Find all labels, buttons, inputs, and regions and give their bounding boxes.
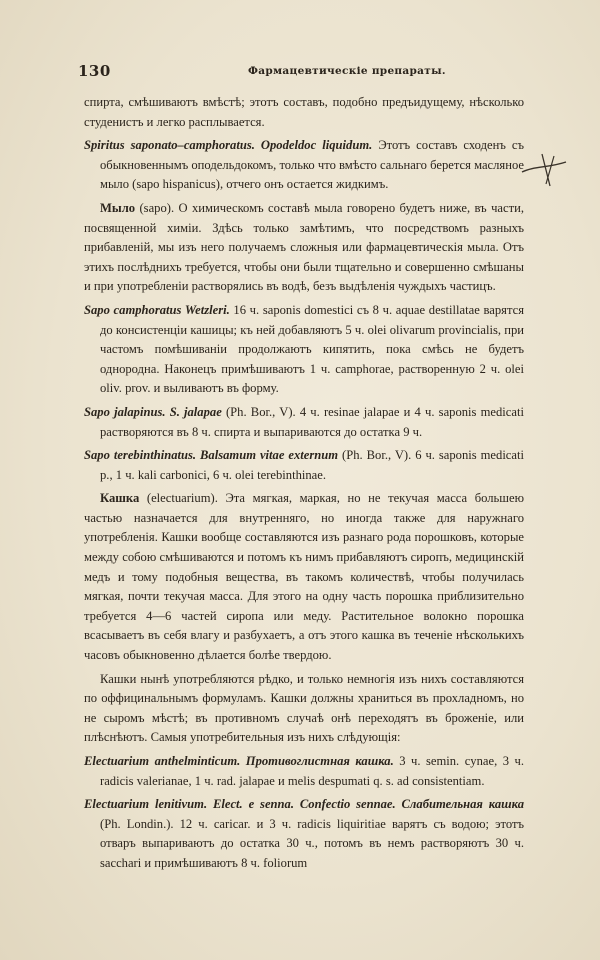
paragraph xyxy=(84,403,524,442)
paragraph xyxy=(84,752,524,791)
entry-heading: Spiritus saponato–camphoratus. Opodeldoc liquidum. xyxy=(84,138,373,153)
term-heading: Мыло xyxy=(100,200,136,215)
paragraph-text: (Ph. Bor., V). 6 ч. saponis medicati p., 1 ч. kali carbonici, 6 ч. olei terebinthinae. xyxy=(100,448,524,482)
entry-heading: Sapo jalapinus. S. jalapae xyxy=(84,404,222,419)
paragraph xyxy=(84,795,524,873)
paragraph xyxy=(84,446,524,485)
paragraph xyxy=(84,136,524,195)
body-text xyxy=(84,93,524,878)
page-header xyxy=(78,62,518,86)
paragraph-text: (Ph. Londin.). 12 ч. caricar. и 3 ч. radicis liquiritiae варятъ съ водою; этотъ отваръ выпариваютъ до остатка 30 ч., потомъ въ немъ растворяютъ 30 ч. sacchari и примѣшиваютъ 8 ч. foliorum xyxy=(100,816,524,870)
handwritten-pen-mark-icon xyxy=(520,150,570,190)
paragraph-text: (Ph. Bor., V). 4 ч. resinae jalapae и 4 ч. saponis medicati растворяются въ 8 ч. спирта и выпариваются до остатка 9 ч. xyxy=(100,404,524,439)
paragraph-text: (sapo). О химическомъ составѣ мыла говорено будетъ ниже, въ части, посвященной химіи. Здѣсь только замѣтимъ, что посредствомъ разныхъ прибавленій, мы изъ него получаемъ сложныя или фармацевтическія мыла. Отъ этихъ послѣднихъ требуется, чтобы они были тщательно и совершенно смѣшаны и при употребленіи растворялись въ водѣ, безъ выдѣленія чуждыхъ частицъ. xyxy=(84,200,524,294)
paragraph-text: 16 ч. saponis domestici съ 8 ч. aquae destillatae варятся до консистенціи кашицы; къ ней добавляютъ 5 ч. olei olivarum provincialis, при частомъ помѣшиваніи продолжаютъ кипятить, пока смѣсь не будетъ однородна. Наконецъ примѣшиваютъ 1 ч. camphorae, растворенную 2 ч. olei oliv. prov. и выливаютъ въ форму. xyxy=(100,302,524,396)
paragraph-text: 3 ч. semin. cynae, 3 ч. radicis valerianae, 1 ч. rad. jalapae и melis despumati q. s. ad consistentiam. xyxy=(100,754,524,788)
paragraph-text: Кашки нынѣ употребляются рѣдко, и только немногія изъ нихъ составляются по оффицинальнымъ формуламъ. Кашки должны храниться въ прохладномъ, но не сыромъ мѣстѣ; въ противномъ случаѣ онѣ переходятъ въ броженіе, или плѣснѣютъ. Самыя употребительныя изъ нихъ слѣдующія: xyxy=(84,671,524,745)
entry-heading: Electuarium lenitivum. Elect. e senna. Confectio sennae. Слабительная кашка xyxy=(84,797,524,812)
entry-heading: Sapo camphoratus Wetzleri. xyxy=(84,302,230,317)
running-title: Фармацевтическіе препараты. xyxy=(248,65,446,77)
term-heading: Кашка xyxy=(100,491,140,506)
paragraph xyxy=(84,670,524,748)
entry-heading: Sapo terebinthinatus. Balsamum vitae externum xyxy=(84,448,339,463)
entry-heading: Electuarium anthelminticum. Противоглистная кашка. xyxy=(84,754,394,768)
paragraph xyxy=(84,199,524,297)
paragraph-text: (electuarium). Эта мягкая, маркая, но не текучая масса большею частью назначается для внутренняго, но иногда также для наружнаго употребленія. Кашки вообще составляются изъ разнаго рода порошковъ, которые между собою смѣшиваются и потомъ къ нимъ прибавляютъ сиропъ, медицинскій медъ и тому подобныя вещества, въ такомъ количествѣ, чтобы получилась мягкая, почти текучая масса. Для этого на одну часть порошка приблизительно требуется 4—6 частей сиропа или меду. Растительное волокно порошка всасываетъ въ себя влагу и разбухаетъ, а отъ этого кашка въ теченіе нѣсколькихъ часовъ обыкновенно дѣлается болѣе твердою. xyxy=(84,491,524,663)
paragraph-text: Этотъ составъ сходенъ съ обыкновеннымъ оподельдокомъ, только что вмѣсто сальнаго берется масляное мыло (sapo hispanicus), отчего онъ остается жидкимъ. xyxy=(100,138,524,192)
paragraph xyxy=(84,301,524,399)
paragraph xyxy=(84,93,524,132)
paragraph xyxy=(84,489,524,665)
page-number: 130 xyxy=(78,62,111,80)
paragraph-text: спирта, смѣшиваютъ вмѣстѣ; этотъ составъ, подобно предъидущему, нѣсколько студенистъ и легко расплывается. xyxy=(84,95,524,129)
